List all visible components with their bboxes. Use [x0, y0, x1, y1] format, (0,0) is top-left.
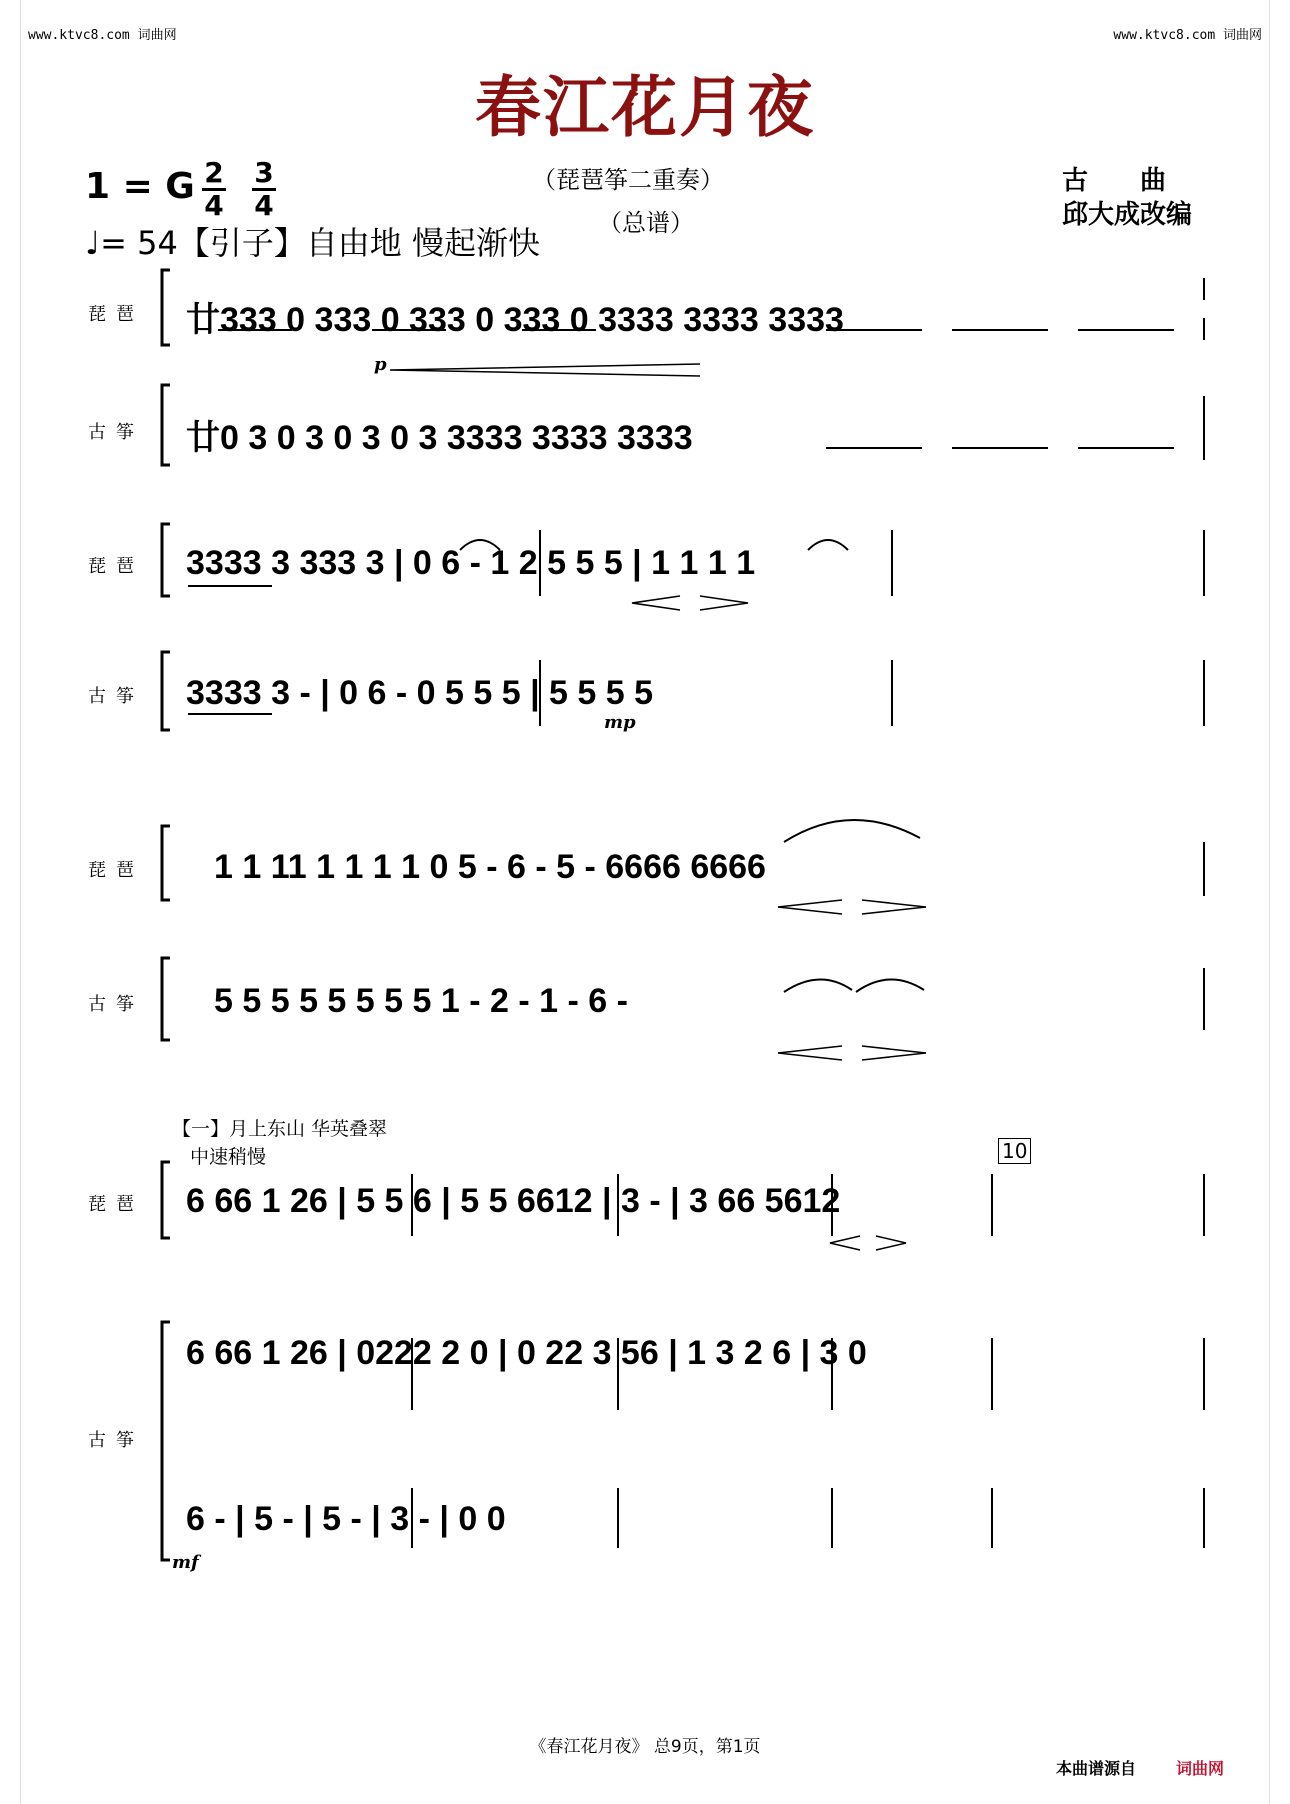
slur [784, 979, 852, 992]
bracket-sys4-pipa [162, 1162, 170, 1238]
time-sig-1-top: 2 [204, 156, 224, 189]
measure-number-box: 10 [998, 1138, 1031, 1164]
time-sig-1-bottom: 4 [204, 189, 224, 222]
time-sig-2-bottom: 4 [254, 189, 274, 222]
instrument-label-zheng-1: 古筝 [88, 422, 144, 443]
dynamic-p: p [374, 354, 387, 375]
slur [784, 820, 920, 842]
dynamic-mf: mf [172, 1552, 199, 1573]
system-2-zheng: 3333 3 - | 0 6 - 0 5 5 5 | 5 5 5 5 [186, 674, 654, 712]
source-left: www.ktvc8.com 词曲网 [28, 28, 177, 43]
system-4-zheng-lower: 6 - | 5 - | 5 - | 3 - | 0 0 [186, 1500, 506, 1538]
slur [856, 979, 924, 992]
system-3-pipa: 1 1 11 1 1 1 1 0 5 - 6 - 5 - 6666 6666 [214, 848, 766, 886]
crescendo-hairpin [778, 1046, 842, 1060]
instrument-label-pipa-2: 琵琶 [88, 556, 144, 577]
crescendo-hairpin [830, 1236, 860, 1250]
instrument-label-pipa-4: 琵琶 [88, 1194, 144, 1215]
instrument-label-pipa-1: 琵琶 [88, 304, 144, 325]
source-right: www.ktvc8.com 词曲网 [1113, 28, 1262, 43]
bracket-sys3-pipa [162, 826, 170, 900]
instrument-label-zheng-4: 古筝 [88, 1430, 144, 1451]
bracket-sys1-pipa [162, 270, 170, 345]
credit-text: 本曲谱源自 [1056, 1759, 1137, 1778]
decrescendo-hairpin [876, 1236, 906, 1250]
bracket-sys2-zheng [162, 652, 170, 730]
slur [808, 540, 848, 550]
decrescendo-hairpin [700, 596, 748, 610]
dynamic-mp: mp [604, 712, 636, 733]
instrument-label-zheng-3: 古筝 [88, 994, 144, 1015]
system-1-zheng: 廿0 3 0 3 0 3 0 3 3333 3333 3333 [186, 419, 693, 457]
bracket-sys4-zheng [162, 1322, 170, 1560]
page-footer: 《春江花月夜》 总9页，第1页 [529, 1737, 761, 1757]
decrescendo-hairpin [862, 1046, 926, 1060]
bracket-sys3-zheng [162, 958, 170, 1040]
instrument-label-pipa-3: 琵琶 [88, 860, 144, 881]
subtitle-score: （总谱） [598, 209, 694, 237]
system-4-pipa: 6 66 1 26 | 5 5 6 | 5 5 6612 | 3 - | 3 66 5612 [186, 1182, 841, 1220]
system-3-zheng: 5 5 5 5 5 5 5 5 1 - 2 - 1 - 6 - [214, 982, 628, 1020]
section-heading: 【一】月上东山 华英叠翠 [172, 1118, 388, 1140]
crescendo-hairpin [778, 900, 842, 914]
section-tempo: 中速稍慢 [190, 1146, 267, 1168]
arranger: 邱大成改编 [1062, 200, 1193, 230]
bracket-sys2-pipa [162, 524, 170, 596]
time-sig-2-top: 3 [254, 156, 274, 189]
system-4-zheng-upper: 6 66 1 26 | 0222 2 0 | 0 22 3 56 | 1 3 2 6 | 3 0 [186, 1334, 867, 1372]
system-1-pipa: 廿333 0 333 0 333 0 333 0 3333 3333 3333 [186, 301, 844, 339]
instrument-label-zheng-2: 古筝 [88, 686, 144, 707]
bracket-sys1-zheng [162, 385, 170, 465]
key-signature: 1 = G [85, 166, 195, 207]
slur [460, 540, 500, 550]
page-title: 春江花月夜 [475, 68, 815, 146]
source-credit [1056, 1756, 1224, 1779]
credit-brand: 词曲网 [1176, 1759, 1225, 1778]
subtitle-duet: （琵琶筝二重奏） [532, 166, 724, 194]
composer-origin: 古 曲 [1062, 166, 1167, 196]
system-2-pipa: 3333 3 333 3 | 0 6 - 1 2 5 5 5 | 1 1 1 1 [186, 544, 756, 582]
decrescendo-hairpin [862, 900, 926, 914]
tempo-marking: ♩= 54【引子】自由地 慢起渐快 [85, 224, 540, 262]
crescendo-hairpin [390, 364, 700, 376]
crescendo-hairpin [632, 596, 680, 610]
